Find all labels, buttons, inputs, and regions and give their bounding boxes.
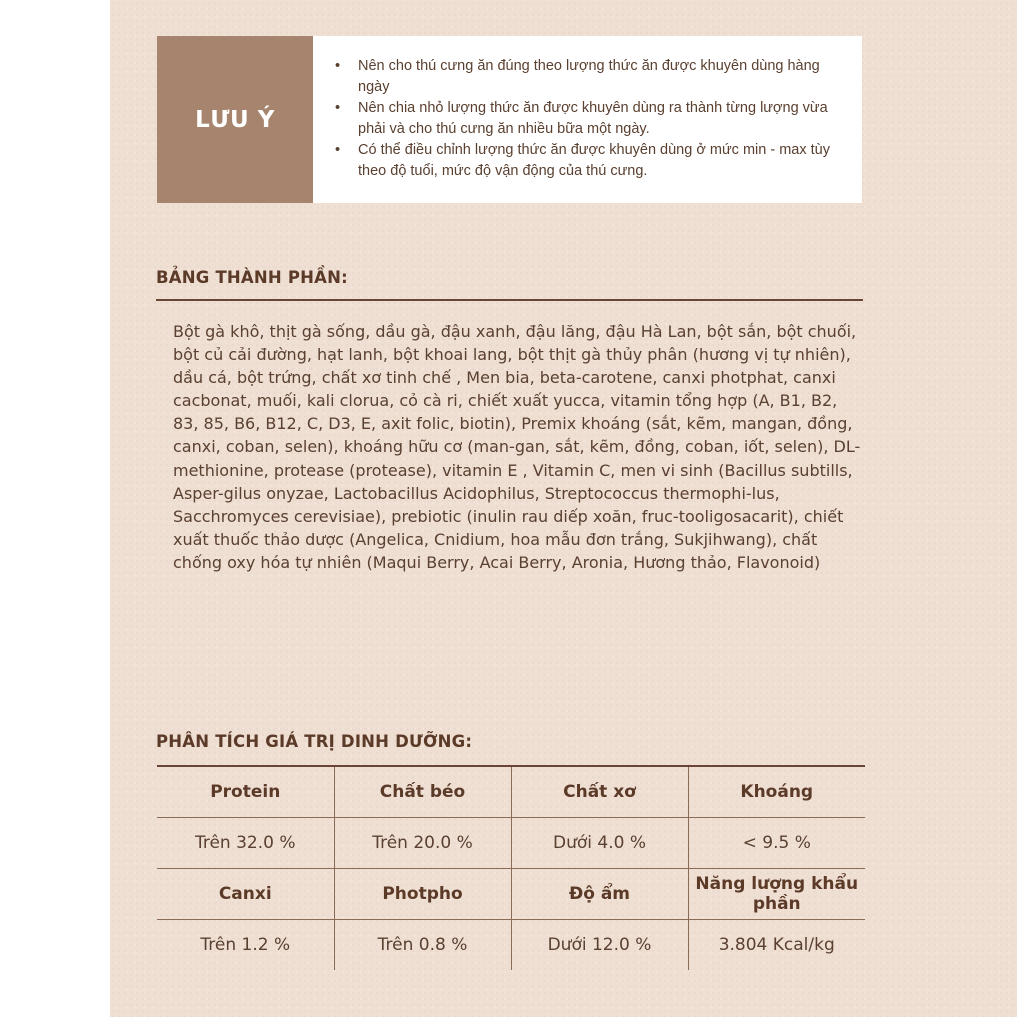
table-row <box>157 817 865 868</box>
table-header-cell: Khoáng <box>688 766 865 817</box>
table-cell: < 9.5 % <box>688 817 865 868</box>
table-cell: Dưới 12.0 % <box>511 919 688 970</box>
table-header-cell: Chất xơ <box>511 766 688 817</box>
ingredients-title: BẢNG THÀNH PHẦN: <box>156 268 348 287</box>
ingredients-divider <box>156 299 863 301</box>
note-label: LƯU Ý <box>157 36 313 203</box>
product-info-page <box>110 0 1017 1017</box>
bullet-icon: • <box>335 100 341 116</box>
table-cell: Trên 1.2 % <box>200 934 291 955</box>
note-item: • Nên cho thú cưng ăn đúng theo lượng thức ăn được khuyên dùng hàng ngày <box>335 58 820 95</box>
bullet-icon: • <box>335 142 341 158</box>
note-body <box>313 36 862 203</box>
table-header-cell: Protein <box>210 781 281 802</box>
table-row <box>157 919 865 970</box>
table-header-cell: Chất béo <box>334 766 511 817</box>
table-cell: Dưới 4.0 % <box>511 817 688 868</box>
ingredients-text: Bột gà khô, thịt gà sống, dầu gà, đậu xanh, đậu lăng, đậu Hà Lan, bột sắn, bột chuối, bột củ cải đường, hạt lanh, bột khoai lang, bột thịt gà thủy phân (hương vị tự nhiên), dầu cá, bột trứng, chất xơ tinh chế , Men bia, beta-carotene, canxi photphat, canxi cacbonat, muối, kali clorua, cỏ cà ri, chiết xuất yucca, vitamin tổng hợp (A, B1, B2, 83, 85, B6, B12, C, D3, E, axit folic, biotin), Premix khoáng (sắt, kẽm, mangan, đồng, canxi, coban, selen), khoáng hữu cơ (man-gan, sắt, kẽm, đồng, coban, iốt, selen), DL-methionine, protease (protease), vitamin E , Vitamin C, men vi sinh (Bacillus subtills, Asper-gilus onyzae, Lactobacillus Acidophilus, Streptococcus thermophi-lus, Sacchromyces cerevisiae), prebiotic (inulin rau diếp xoăn, fruc-tooligosacarit), chiết xuất thuốc thảo dược (Angelica, Cnidium, hoa mẫu đơn trắng, Sukjihwang), chất chống oxy hóa tự nhiên (Maqui Berry, Acai Berry, Aronia, Hương thảo, Flavonoid) <box>173 322 861 572</box>
table-cell: 3.804 Kcal/kg <box>688 919 865 970</box>
note-list <box>335 56 844 182</box>
nutrition-table <box>157 765 865 970</box>
table-header-cell: Photpho <box>334 868 511 919</box>
table-row <box>157 868 865 919</box>
note-item: • Có thể điều chỉnh lượng thức ăn được khuyên dùng ở mức min - max tùy theo độ tuổi, mức độ vận động của thú cưng. <box>335 142 830 179</box>
table-cell: Trên 32.0 % <box>194 832 296 853</box>
note-item: • Nên chia nhỏ lượng thức ăn được khuyên dùng ra thành từng lượng vừa phải và cho thú cưng ăn nhiều bữa một ngày. <box>335 100 828 137</box>
table-cell: Trên 20.0 % <box>334 817 511 868</box>
table-header-cell: Độ ẩm <box>511 868 688 919</box>
table-header-cell: Canxi <box>218 883 272 904</box>
table-header-cell: Năng lượng khẩu phần <box>688 868 865 919</box>
nutrition-title: PHÂN TÍCH GIÁ TRỊ DINH DƯỠNG: <box>156 732 473 751</box>
bullet-icon: • <box>335 58 341 74</box>
table-cell: Trên 0.8 % <box>334 919 511 970</box>
table-row <box>157 766 865 817</box>
note-box <box>157 36 862 203</box>
